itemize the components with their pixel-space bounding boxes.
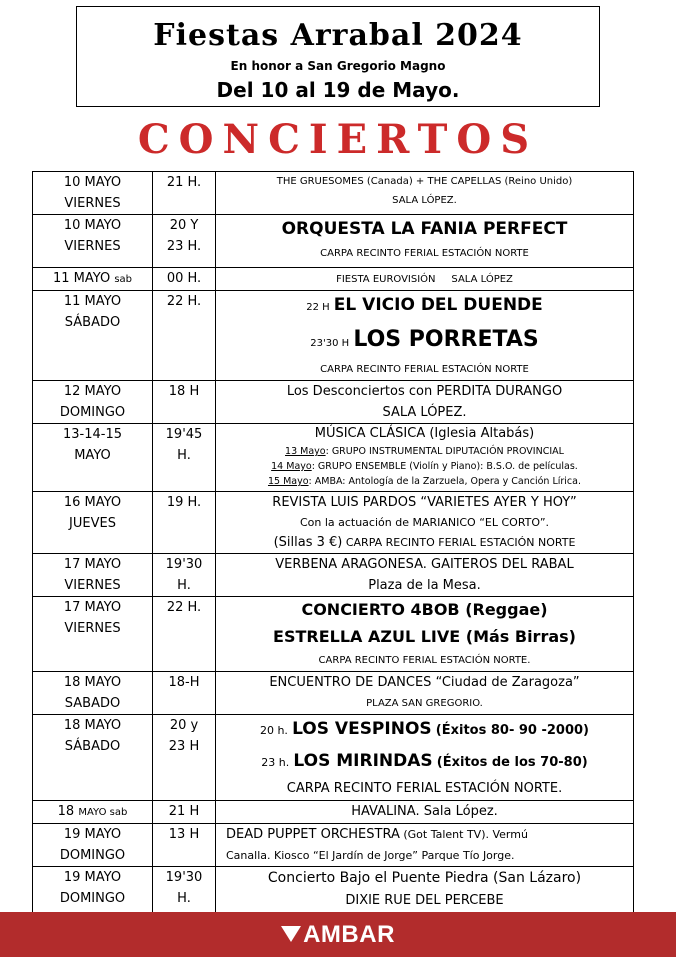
event-cell: VERBENA ARAGONESA. GAITEROS DEL RABAL Plaza de la Mesa. [216, 554, 634, 597]
table-row [33, 381, 634, 424]
table-row [33, 597, 634, 672]
date-cell: 11 MAYO SÁBADO [33, 291, 153, 381]
time-cell: 22 H. [153, 597, 216, 672]
footer-bar [0, 912, 676, 957]
event-cell: CONCIERTO 4BOB (Reggae) ESTRELLA AZUL LIVE (Más Birras) CARPA RECINTO FERIAL ESTACIÓN NORTE. [216, 597, 634, 672]
event-cell: HAVALINA. Sala López. [216, 801, 634, 824]
table-row [33, 801, 634, 824]
table-row [33, 672, 634, 715]
event-cell: REVISTA LUIS PARDOS “VARIETES AYER Y HOY” Con la actuación de MARIANICO “EL CORTO”. (Sillas 3 €) CARPA RECINTO FERIAL ESTACIÓN NORTE [216, 492, 634, 554]
time-cell: 21 H [153, 801, 216, 824]
ambar-logo: AMBAR [281, 921, 395, 949]
table-row [33, 268, 634, 291]
page-subtitle: En honor a San Gregorio Magno [230, 59, 446, 73]
event-cell: DEAD PUPPET ORCHESTRA (Got Talent TV). Vermú Canalla. Kiosco “El Jardín de Jorge” Parque Tío Jorge. [216, 824, 634, 867]
event-cell: 22 H EL VICIO DEL DUENDE 23'30 H LOS PORRETAS CARPA RECINTO FERIAL ESTACIÓN NORTE [216, 291, 634, 381]
event-cell: ENCUENTRO DE DANCES “Ciudad de Zaragoza” PLAZA SAN GREGORIO. [216, 672, 634, 715]
table-row [33, 715, 634, 801]
section-title: CONCIERTOS [137, 116, 539, 163]
event-cell: THE GRUESOMES (Canada) + THE CAPELLAS (Reino Unido) SALA LÓPEZ. [216, 172, 634, 215]
festival-dates: Del 10 al 19 de Mayo. [216, 78, 460, 102]
table-row [33, 554, 634, 597]
date-cell: 16 MAYO JUEVES [33, 492, 153, 554]
time-cell: 19'30 H. [153, 554, 216, 597]
table-row [33, 867, 634, 914]
time-cell: 20 Y 23 H. [153, 215, 216, 268]
time-cell: 19 H. [153, 492, 216, 554]
date-cell: 17 MAYO VIERNES [33, 554, 153, 597]
event-cell: 20 h. LOS VESPINOS (Éxitos 80- 90 -2000) 23 h. LOS MIRINDAS (Éxitos de los 70-80) CARPA RECINTO FERIAL ESTACIÓN NORTE. [216, 715, 634, 801]
date-cell: 18 MAYO SABADO [33, 672, 153, 715]
date-cell: 19 MAYO DOMINGO [33, 867, 153, 914]
date-cell: 11 MAYO sab [33, 268, 153, 291]
date-cell: 13-14-15 MAYO [33, 424, 153, 492]
event-cell: MÚSICA CLÁSICA (Iglesia Altabás) 13 Mayo: GRUPO INSTRUMENTAL DIPUTACIÓN PROVINCIAL 14 Mayo: GRUPO ENSEMBLE (Violín y Piano): B.S.O. de películas. 15 Mayo: AMBA: Antología de la Zarzuela, Opera y Canción Lírica. [216, 424, 634, 492]
table-row [33, 215, 634, 268]
header-box [76, 6, 600, 107]
time-cell: 18 H [153, 381, 216, 424]
time-cell: 00 H. [153, 268, 216, 291]
event-cell: FIESTA EUROVISIÓN SALA LÓPEZ [216, 268, 634, 291]
date-cell: 10 MAYO VIERNES [33, 172, 153, 215]
concert-schedule-table [32, 171, 634, 914]
table-row [33, 291, 634, 381]
date-cell: 12 MAYO DOMINGO [33, 381, 153, 424]
event-cell: ORQUESTA LA FANIA PERFECT CARPA RECINTO FERIAL ESTACIÓN NORTE [216, 215, 634, 268]
date-cell: 10 MAYO VIERNES [33, 215, 153, 268]
table-row [33, 824, 634, 867]
date-cell: 19 MAYO DOMINGO [33, 824, 153, 867]
page-title: Fiestas Arrabal 2024 [153, 18, 523, 53]
time-cell: 19'30 H. [153, 867, 216, 914]
time-cell: 21 H. [153, 172, 216, 215]
date-cell: 17 MAYO VIERNES [33, 597, 153, 672]
ambar-triangle-icon [281, 926, 301, 942]
date-cell: 18 MAYO SÁBADO [33, 715, 153, 801]
time-cell: 22 H. [153, 291, 216, 381]
table-row [33, 172, 634, 215]
time-cell: 19'45 H. [153, 424, 216, 492]
date-cell: 18 MAYO sab [33, 801, 153, 824]
time-cell: 13 H [153, 824, 216, 867]
time-cell: 18-H [153, 672, 216, 715]
time-cell: 20 y 23 H [153, 715, 216, 801]
event-cell: Concierto Bajo el Puente Piedra (San Lázaro) DIXIE RUE DEL PERCEBE [216, 867, 634, 914]
table-row [33, 424, 634, 492]
table-row [33, 492, 634, 554]
event-cell: Los Desconciertos con PERDITA DURANGO SALA LÓPEZ. [216, 381, 634, 424]
